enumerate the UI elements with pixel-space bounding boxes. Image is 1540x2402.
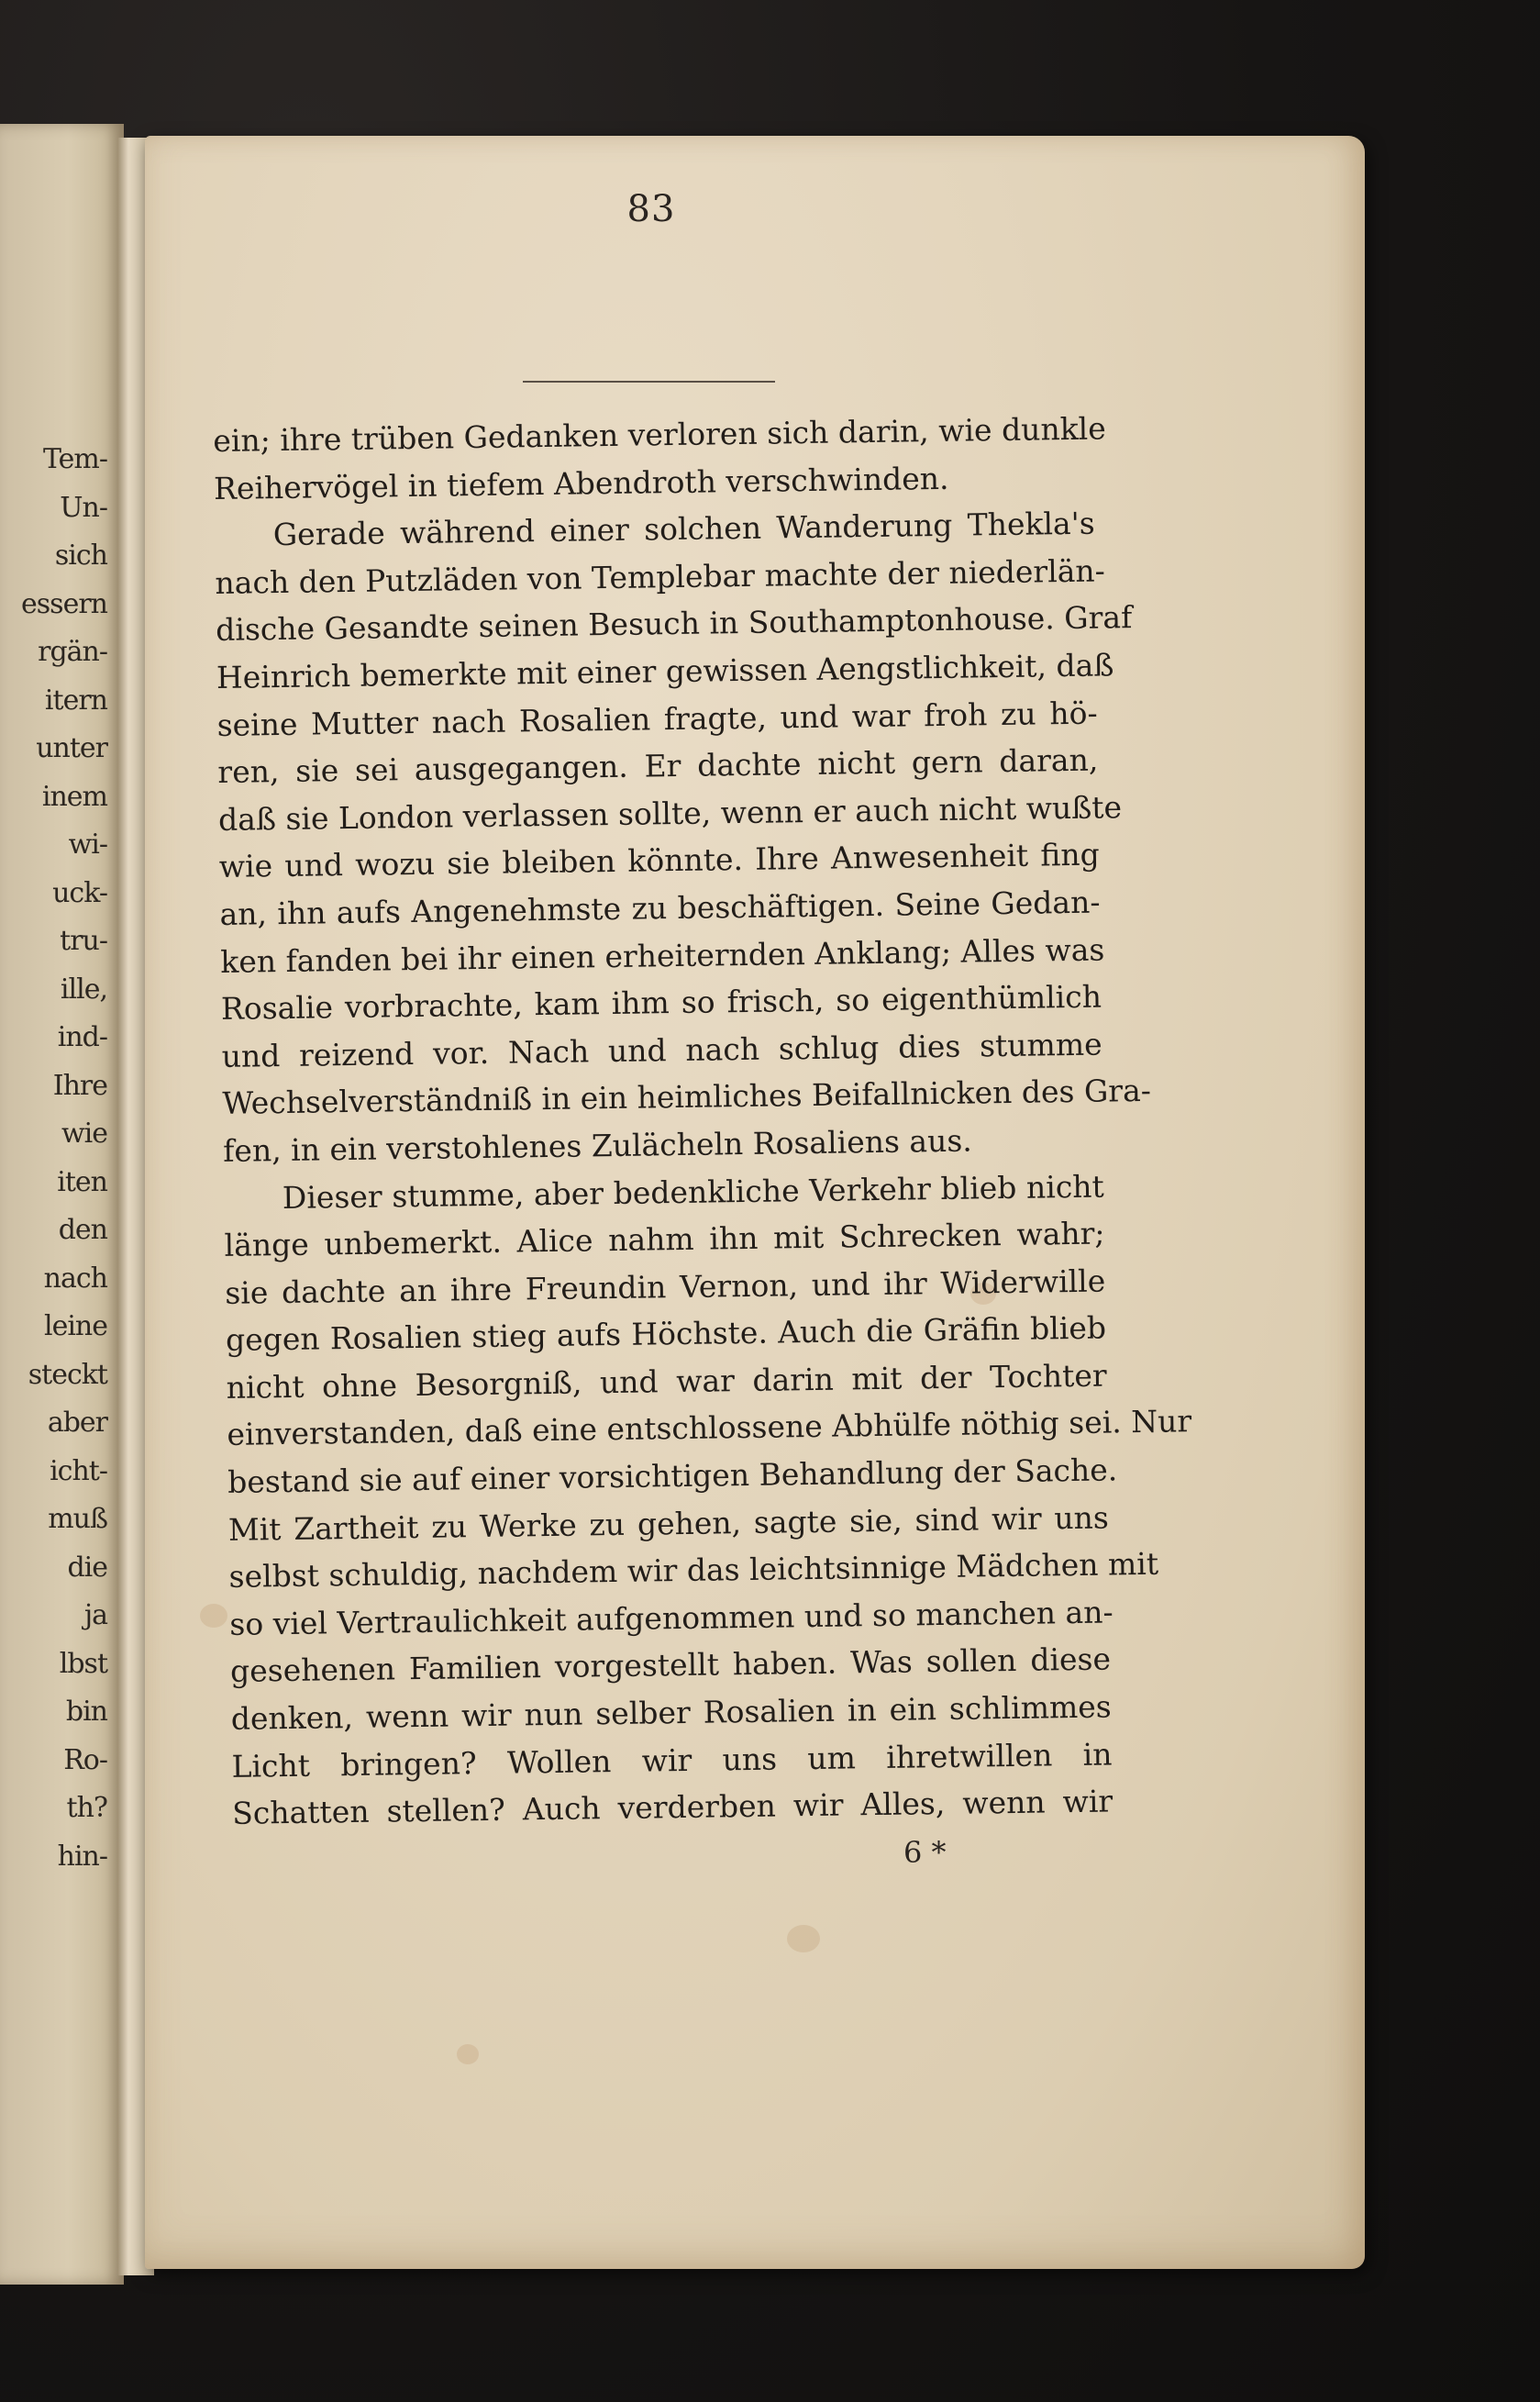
previous-page-fragment: muß bbox=[48, 1503, 107, 1535]
previous-page-fragment: nach bbox=[43, 1262, 107, 1295]
text-line: gesehenen Familien vorgestellt haben. Was sollen diese bbox=[229, 1640, 1112, 1690]
previous-page-fragment: ille, bbox=[60, 973, 107, 1006]
text-line: nicht ohne Besorgniß, und war darin mit der Tochter bbox=[226, 1357, 1107, 1406]
previous-page-fragment: rgän- bbox=[38, 636, 107, 668]
previous-page-fragment: leine bbox=[43, 1310, 107, 1342]
text-line: einverstanden, daß eine entschlossene Abhülfe nöthig sei. Nur bbox=[227, 1403, 1192, 1453]
previous-page-fragment: die bbox=[67, 1551, 107, 1584]
previous-page-fragment: icht- bbox=[50, 1454, 107, 1487]
previous-page-fragment: wie bbox=[61, 1118, 107, 1150]
previous-page-fragment: inem bbox=[41, 780, 107, 813]
previous-page-fragment: ind- bbox=[57, 1021, 107, 1053]
foxing-spot bbox=[200, 1604, 227, 1628]
previous-page-fragment: uck- bbox=[52, 876, 107, 909]
previous-page-edge bbox=[0, 124, 124, 2285]
signature-mark: 6 * bbox=[903, 1835, 947, 1870]
text-line: so viel Vertraulichkeit aufgenommen und so manchen an- bbox=[229, 1594, 1113, 1642]
text-line: Heinrich bemerkte mit einer gewissen Aengstlichkeit, daß bbox=[216, 647, 1114, 695]
text-line: ein; ihre trüben Gedanken verloren sich darin, wie dunkle bbox=[213, 410, 1107, 459]
text-line: an, ihn aufs Angenehmste zu beschäftigen. Seine Gedan- bbox=[219, 884, 1101, 932]
previous-page-fragment: wi- bbox=[68, 828, 107, 861]
previous-page-fragment: unter bbox=[36, 732, 107, 764]
previous-page-fragment: lbst bbox=[59, 1647, 107, 1680]
text-line: daß sie London verlassen sollte, wenn er auch nicht wußte bbox=[217, 788, 1123, 838]
previous-page-text-fragments bbox=[0, 436, 107, 1881]
previous-page-fragment: th? bbox=[66, 1792, 107, 1824]
text-line: fen, in ein verstohlenes Zulächeln Rosaliens aus. bbox=[222, 1122, 972, 1169]
page-body-text bbox=[213, 406, 1192, 1838]
text-line: wie und wozu sie bleiben könnte. Ihre Anwesenheit fing bbox=[218, 836, 1101, 885]
text-line: länge unbemerkt. Alice nahm ihn mit Schrecken wahr; bbox=[224, 1215, 1105, 1264]
text-line: nach den Putzläden von Templebar machte der niederlän- bbox=[215, 552, 1106, 601]
text-line: dische Gesandte seinen Besuch in Southamptonhouse. Graf bbox=[215, 599, 1133, 649]
text-line: Wechselverständniß in ein heimliches Beifallnicken des Gra- bbox=[222, 1073, 1152, 1122]
text-line: Mit Zartheit zu Werke zu gehen, sagte sie, sind wir uns bbox=[227, 1499, 1110, 1548]
text-line: ken fanden bei ihr einen erheiternden Anklang; Alles was bbox=[220, 931, 1105, 980]
previous-page-fragment: tru- bbox=[60, 925, 107, 957]
previous-page-fragment: aber bbox=[47, 1407, 107, 1439]
text-line: seine Mutter nach Rosalien fragte, und war froh zu hö- bbox=[216, 695, 1098, 743]
previous-page-fragment: essern bbox=[21, 587, 107, 620]
text-line: und reizend vor. Nach und nach schlug dies stumme bbox=[221, 1026, 1102, 1074]
previous-page-fragment: Un- bbox=[60, 491, 107, 524]
text-line: ren, sie sei ausgegangen. Er dachte nicht gern daran, bbox=[217, 741, 1099, 791]
text-line: denken, wenn wir nun selber Rosalien in ein schlimmes bbox=[230, 1688, 1112, 1737]
previous-page-fragment: sich bbox=[54, 539, 107, 572]
text-line: Reihervögel in tiefem Abendroth verschwinden. bbox=[213, 460, 949, 506]
previous-page-fragment: itern bbox=[44, 684, 107, 717]
text-line: sie dachte an ihre Freundin Vernon, und ihr Widerwille bbox=[225, 1262, 1106, 1311]
foxing-spot bbox=[457, 2044, 479, 2064]
page-number: 83 bbox=[626, 188, 676, 230]
text-line: Licht bringen? Wollen wir uns um ihretwillen in bbox=[231, 1736, 1113, 1785]
text-line: Schatten stellen? Auch verderben wir Alles, wenn wir bbox=[231, 1783, 1113, 1832]
previous-page-fragment: Ro- bbox=[63, 1743, 107, 1776]
previous-page-fragment: den bbox=[58, 1214, 107, 1246]
previous-page-fragment: ja bbox=[83, 1599, 107, 1631]
previous-page-fragment: hin- bbox=[57, 1840, 107, 1873]
text-line: Gerade während einer solchen Wanderung Thekla's bbox=[272, 505, 1095, 553]
previous-page-fragment: iten bbox=[57, 1165, 107, 1198]
previous-page-fragment: Tem- bbox=[42, 443, 107, 475]
text-line: gegen Rosalien stieg aufs Höchste. Auch die Gräfin blieb bbox=[225, 1309, 1107, 1359]
previous-page-fragment: bin bbox=[65, 1696, 107, 1728]
text-line: bestand sie auf einer vorsichtigen Behandlung der Sache. bbox=[227, 1451, 1118, 1500]
text-line: Dieser stumme, aber bedenkliche Verkehr blieb nicht bbox=[282, 1168, 1105, 1216]
text-line: Rosalie vorbrachte, kam ihm so frisch, so eigenthümlich bbox=[220, 978, 1102, 1028]
foxing-spot bbox=[787, 1925, 820, 1952]
text-line: selbst schuldig, nachdem wir das leichtsinnige Mädchen mit bbox=[228, 1545, 1159, 1596]
header-rule bbox=[523, 381, 775, 383]
previous-page-fragment: Ihre bbox=[52, 1069, 107, 1102]
previous-page-fragment: steckt bbox=[28, 1358, 107, 1391]
